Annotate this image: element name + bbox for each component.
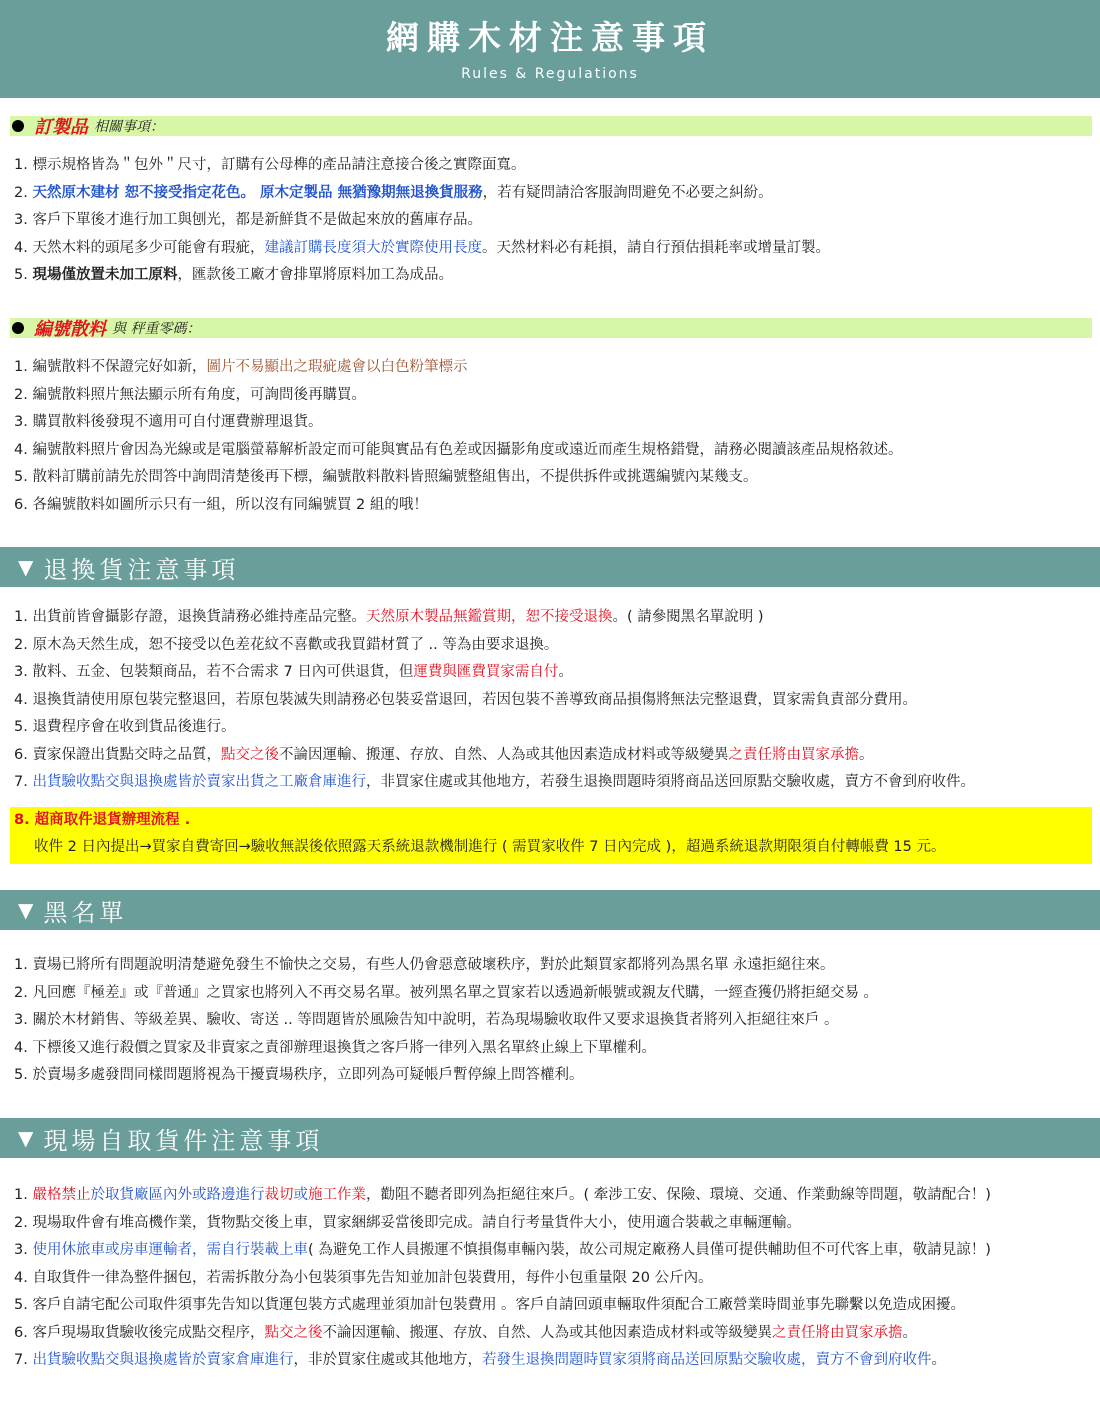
list-item: 2. 凡回應『極差』或『普通』之買家也將列入不再交易名單。被列黑名單之買家若以透過新帳號或親友代購，一經查獲仍將拒絕交易 。 xyxy=(14,984,879,1001)
list-item: 6. 客戶現場取貨驗收後完成點交程序，點交之後不論因運輸、搬運、存放、自然、人為或其他因素造成材料或等級變異之責任將由買家承擔。 xyxy=(14,1324,917,1341)
list-item: 4. 下標後又進行殺價之買家及非賣家之責卻辦理退換貨之客戶將一律列入黑名單終止線上下單權利。 xyxy=(14,1039,656,1056)
list-item: 5. 散料訂購前請先於問答中詢問清楚後再下標，編號散料散料皆照編號整組售出，不提供拆件或挑選編號內某幾支。 xyxy=(14,469,758,485)
list-item: 2. 原木為天然生成，恕不接受以色差花紋不喜歡或我買錯材質了 .. 等為由要求退換。 xyxy=(14,636,559,653)
list-item: 3. 使用休旅車或房車運輸者，需自行裝載上車( 為避免工作人員搬運不慎損傷車輛內裝，故公司規定廠務人員僅可提供輔助但不可代客上車，敬請見諒！) xyxy=(14,1242,991,1258)
list-item: 2. 現場取件會有堆高機作業，貨物點交後上車，買家綑綁妥當後即完成。請自行考量貨件大小，使用適合裝載之車輛運輸。 xyxy=(14,1214,801,1231)
list-item: 2. 天然原木建材 恕不接受指定花色。 原木定製品 無猶豫期無退換貨服務，若有疑問請洽客服詢問避免不必要之糾紛。 xyxy=(14,184,773,201)
list-item: 5. 現場僅放置未加工原料，匯款後工廠才會排單將原料加工為成品。 xyxy=(14,267,453,283)
section-custom-heading xyxy=(10,116,1092,136)
triangle-down-icon: ▼ xyxy=(18,898,38,922)
list-item: 6. 各編號散料如圖所示只有一組，所以沒有同編號買 2 組的哦！ xyxy=(14,496,428,513)
blacklist-list xyxy=(14,952,1098,1090)
triangle-down-icon: ▼ xyxy=(18,1126,38,1150)
item8-body: 收件 2 日內提出→買家自費寄回→驗收無誤後依照露天系統退款機制進行 ( 需買家收件 7 日內完成 )，超過系統退款期限須自付轉帳費 15 元。 xyxy=(34,839,946,855)
list-item: 1. 出貨前皆會攝影存證，退換貨請務必維持產品完整。天然原木製品無鑑賞期，恕不接受退換。( 請參閱黑名單說明 ) xyxy=(14,609,764,625)
bullet-icon xyxy=(12,322,24,334)
pickup-list xyxy=(14,1182,1098,1375)
list-item: 2. 編號散料照片無法顯示所有角度，可詢問後再購買。 xyxy=(14,386,366,403)
list-item: 4. 編號散料照片會因為光線或是電腦螢幕解析設定而可能與實品有色差或因攝影角度或遠近而產生規格錯覺，請務必閱讀該產品規格敘述。 xyxy=(14,441,903,458)
list-item: 7. 出貨驗收點交與退換處皆於賣家出貨之工廠倉庫進行，非買家住處或其他地方，若發生退換問題時須將商品送回原點交驗收處，賣方不會到府收件。 xyxy=(14,774,975,790)
section-rest: 相關事項： xyxy=(94,119,164,135)
list-item: 5. 退費程序會在收到貨品後進行。 xyxy=(14,719,236,735)
list-item: 6. 賣家保證出貨點交時之品質，點交之後不論因運輸、搬運、存放、自然、人為或其他因素造成材料或等級變異之責任將由買家承擔。 xyxy=(14,746,874,763)
section-loose-heading xyxy=(10,318,1092,338)
item8-title: 8. 超商取件退貨辦理流程 . xyxy=(14,812,191,828)
custom-items-list xyxy=(14,152,1098,290)
section-key: 編號散料 xyxy=(34,319,106,340)
section-rest: 與 秤重零碼： xyxy=(112,321,201,337)
list-item: 1. 標示規格皆為＂包外＂尺寸，訂購有公母榫的產品請注意接合後之實際面寬。 xyxy=(14,157,526,173)
list-item: 3. 散料、五金、包裝類商品，若不合需求 7 日內可供退貨，但運費與匯費買家需自付。 xyxy=(14,664,573,680)
list-item: 3. 購買散料後發現不適用可自付運費辦理退貨。 xyxy=(14,414,323,430)
section-key: 訂製品 xyxy=(34,117,88,138)
list-item: 4. 退換貨請使用原包裝完整退回，若原包裝滅失則請務必包裝妥當退回，若因包裝不善導致商品損傷將無法完整退費，買家需負責部分費用。 xyxy=(14,691,917,708)
loose-items-list xyxy=(14,354,1098,519)
returns-heading: ▼ 退換貨注意事項 xyxy=(0,547,1100,587)
list-item: 3. 客戶下單後才進行加工與刨光，都是新鮮貨不是做起來放的舊庫存品。 xyxy=(14,212,482,228)
list-item: 4. 自取貨件一律為整件捆包，若需拆散分為小包裝須事先告知並加計包裝費用，每件小包重量限 20 公斤內。 xyxy=(14,1269,713,1286)
list-item: 4. 天然木料的頭尾多少可能會有瑕疵，建議訂購長度須大於實際使用長度。天然材料必有耗損，請自行預估損耗率或增量訂製。 xyxy=(14,239,830,256)
list-item: 3. 關於木材銷售、等級差異、驗收、寄送 .. 等問題皆於風險告知中說明，若為現場驗收取件又要求退換貨者將列入拒絕往來戶 。 xyxy=(14,1012,839,1028)
returns-list xyxy=(14,604,1098,797)
list-item: 5. 於賣場多處發問同樣問題將視為干擾賣場秩序，立即列為可疑帳戶暫停線上問答權利。 xyxy=(14,1067,584,1083)
list-item: 5. 客戶自請宅配公司取件須事先告知以貨運包裝方式處理並須加計包裝費用 。客戶自請回頭車輛取件須配合工廠營業時間並事先聯繫以免造成困擾。 xyxy=(14,1297,966,1313)
blacklist-heading: ▼ 黑名單 xyxy=(0,890,1100,930)
page-title: 網購木材注意事項 xyxy=(386,18,714,57)
list-item: 1. 嚴格禁止於取貨廠區內外或路邊進行裁切或施工作業，勸阻不聽者即列為拒絕往來戶。( 牽涉工安、保險、環境、交通、作業動線等問題，敬請配合！) xyxy=(14,1187,991,1203)
pickup-heading: ▼ 現場自取貨件注意事項 xyxy=(0,1118,1100,1158)
list-item: 1. 賣場已將所有問題說明清楚避免發生不愉快之交易，有些人仍會惡意破壞秩序，對於此類買家都將列為黑名單 永遠拒絕往來。 xyxy=(14,957,835,973)
list-item: 1. 編號散料不保證完好如新，圖片不易顯出之瑕疵處會以白色粉筆標示 xyxy=(14,359,468,375)
triangle-down-icon: ▼ xyxy=(18,555,38,579)
bullet-icon xyxy=(12,120,24,132)
convenience-store-return-box xyxy=(10,807,1092,864)
list-item: 7. 出貨驗收點交與退換處皆於賣家倉庫進行，非於買家住處或其他地方，若發生退換問題時買家須將商品送回原點交驗收處，賣方不會到府收件。 xyxy=(14,1352,946,1368)
page-subtitle: Rules & Regulations xyxy=(461,66,639,82)
page-header xyxy=(0,0,1100,98)
